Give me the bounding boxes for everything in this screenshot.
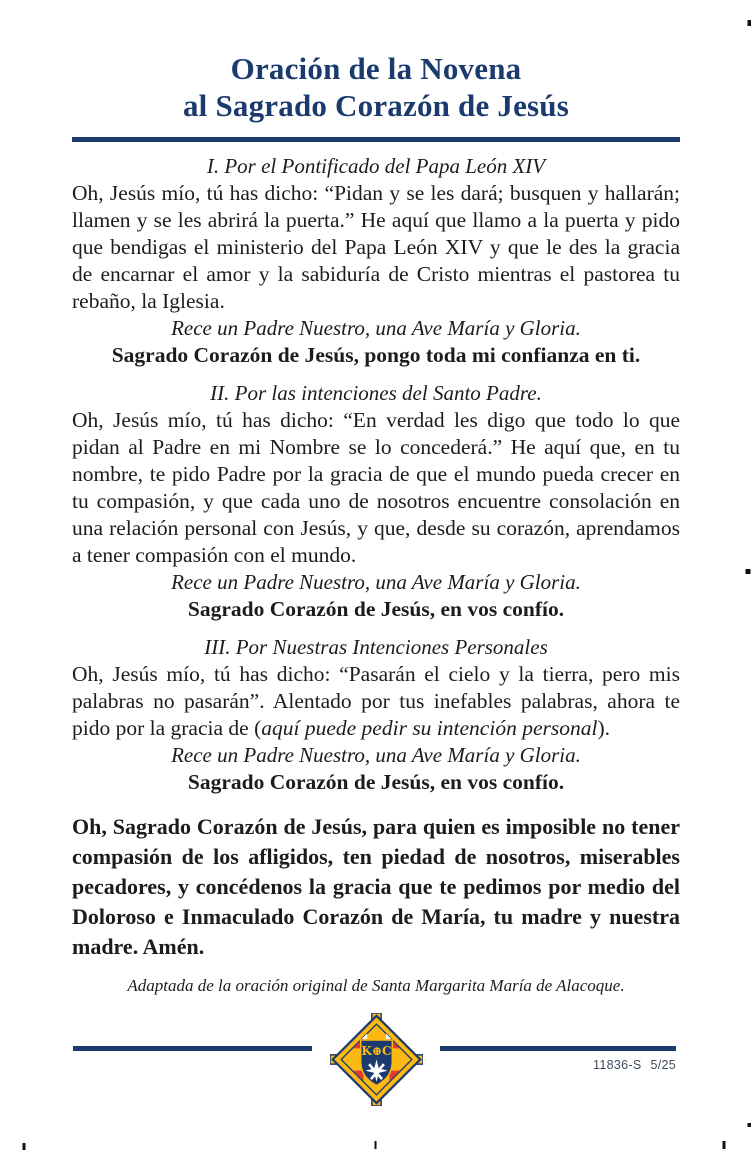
section-3-body — [72, 661, 680, 742]
section-2-heading: II. Por las intenciones del Santo Padre. — [210, 381, 542, 405]
date-code: 5/25 — [650, 1058, 676, 1072]
section-1-body: Oh, Jesús mío, tú has dicho: “Pidan y se les dará; busquen y hallarán; llamen y se les abrirá la puerta.” He aquí que llamo a la puerta y pido que bendigas el ministerio del Papa León XIV y que le des la gracia de encarnar el amor y la sabiduría de Cristo mientras el pastorea tu rebaño, la Iglesia. — [72, 181, 680, 313]
section-2-response: Sagrado Corazón de Jesús, en vos confío. — [187, 597, 565, 621]
section-1 — [72, 153, 680, 369]
page-title-line2: al Sagrado Corazón de Jesús — [182, 88, 570, 123]
knights-of-columbus-emblem-icon — [330, 1013, 423, 1106]
closing-prayer: Oh, Sagrado Corazón de Jesús, para quien es imposible no tener compasión de los afligidos, ten piedad de nosotros, miserables pecadores, y concédenos la gracia que te pedimos por medio del Doloroso e Inmaculado Corazón de María, tu madre y nuestra madre. Amén. — [72, 814, 680, 959]
section-1-response: Sagrado Corazón de Jesús, pongo toda mi confianza en ti. — [111, 343, 641, 367]
footer-rule-left — [73, 1046, 312, 1051]
page-title — [72, 50, 680, 124]
item-code — [593, 1058, 676, 1072]
section-3-body-prefix: Oh, Jesús mío, tú has dicho: “Pasarán el cielo y la tierra, pero mis palabras no pasarán”. Alentado por tus inefables palabras, ahora te pido por la gracia de ( — [72, 662, 680, 740]
section-3-response: Sagrado Corazón de Jesús, en vos confío. — [187, 770, 565, 794]
footer — [72, 1013, 680, 1133]
title-rule — [72, 137, 680, 142]
section-3-heading: III. Por Nuestras Intenciones Personales — [204, 635, 548, 659]
emblem-kofc-monogram: K⊕C — [361, 1043, 392, 1058]
section-2 — [72, 380, 680, 623]
section-3-instruction: Rece un Padre Nuestro, una Ave María y Gloria. — [171, 743, 581, 767]
attribution-note: Adaptada de la oración original de Santa Margarita María de Alacoque. — [127, 976, 625, 995]
section-1-instruction: Rece un Padre Nuestro, una Ave María y Gloria. — [171, 316, 581, 340]
footer-rule-right — [440, 1046, 676, 1051]
section-3-body-suffix: ). — [597, 716, 610, 740]
section-2-instruction: Rece un Padre Nuestro, una Ave María y Gloria. — [171, 570, 581, 594]
section-3-body-personal-intention: aquí puede pedir su intención personal — [261, 716, 598, 740]
section-1-heading: I. Por el Pontificado del Papa León XIV — [206, 154, 546, 178]
section-3 — [72, 634, 680, 796]
page-title-line1: Oración de la Novena — [230, 51, 522, 86]
section-2-body: Oh, Jesús mío, tú has dicho: “En verdad les digo que todo lo que pidan al Padre en mi Nombre se lo concederá.” He aquí que, en tu nombre, te pido Padre por la gracia de que el mundo pueda crecer en tu compasión, y que cada uno de nosotros encuentre consolación en una relación personal con Jesús, y que, desde su corazón, aprendamos a tener compasión con el mundo. — [72, 408, 680, 567]
item-number: 11836-S — [593, 1058, 642, 1072]
